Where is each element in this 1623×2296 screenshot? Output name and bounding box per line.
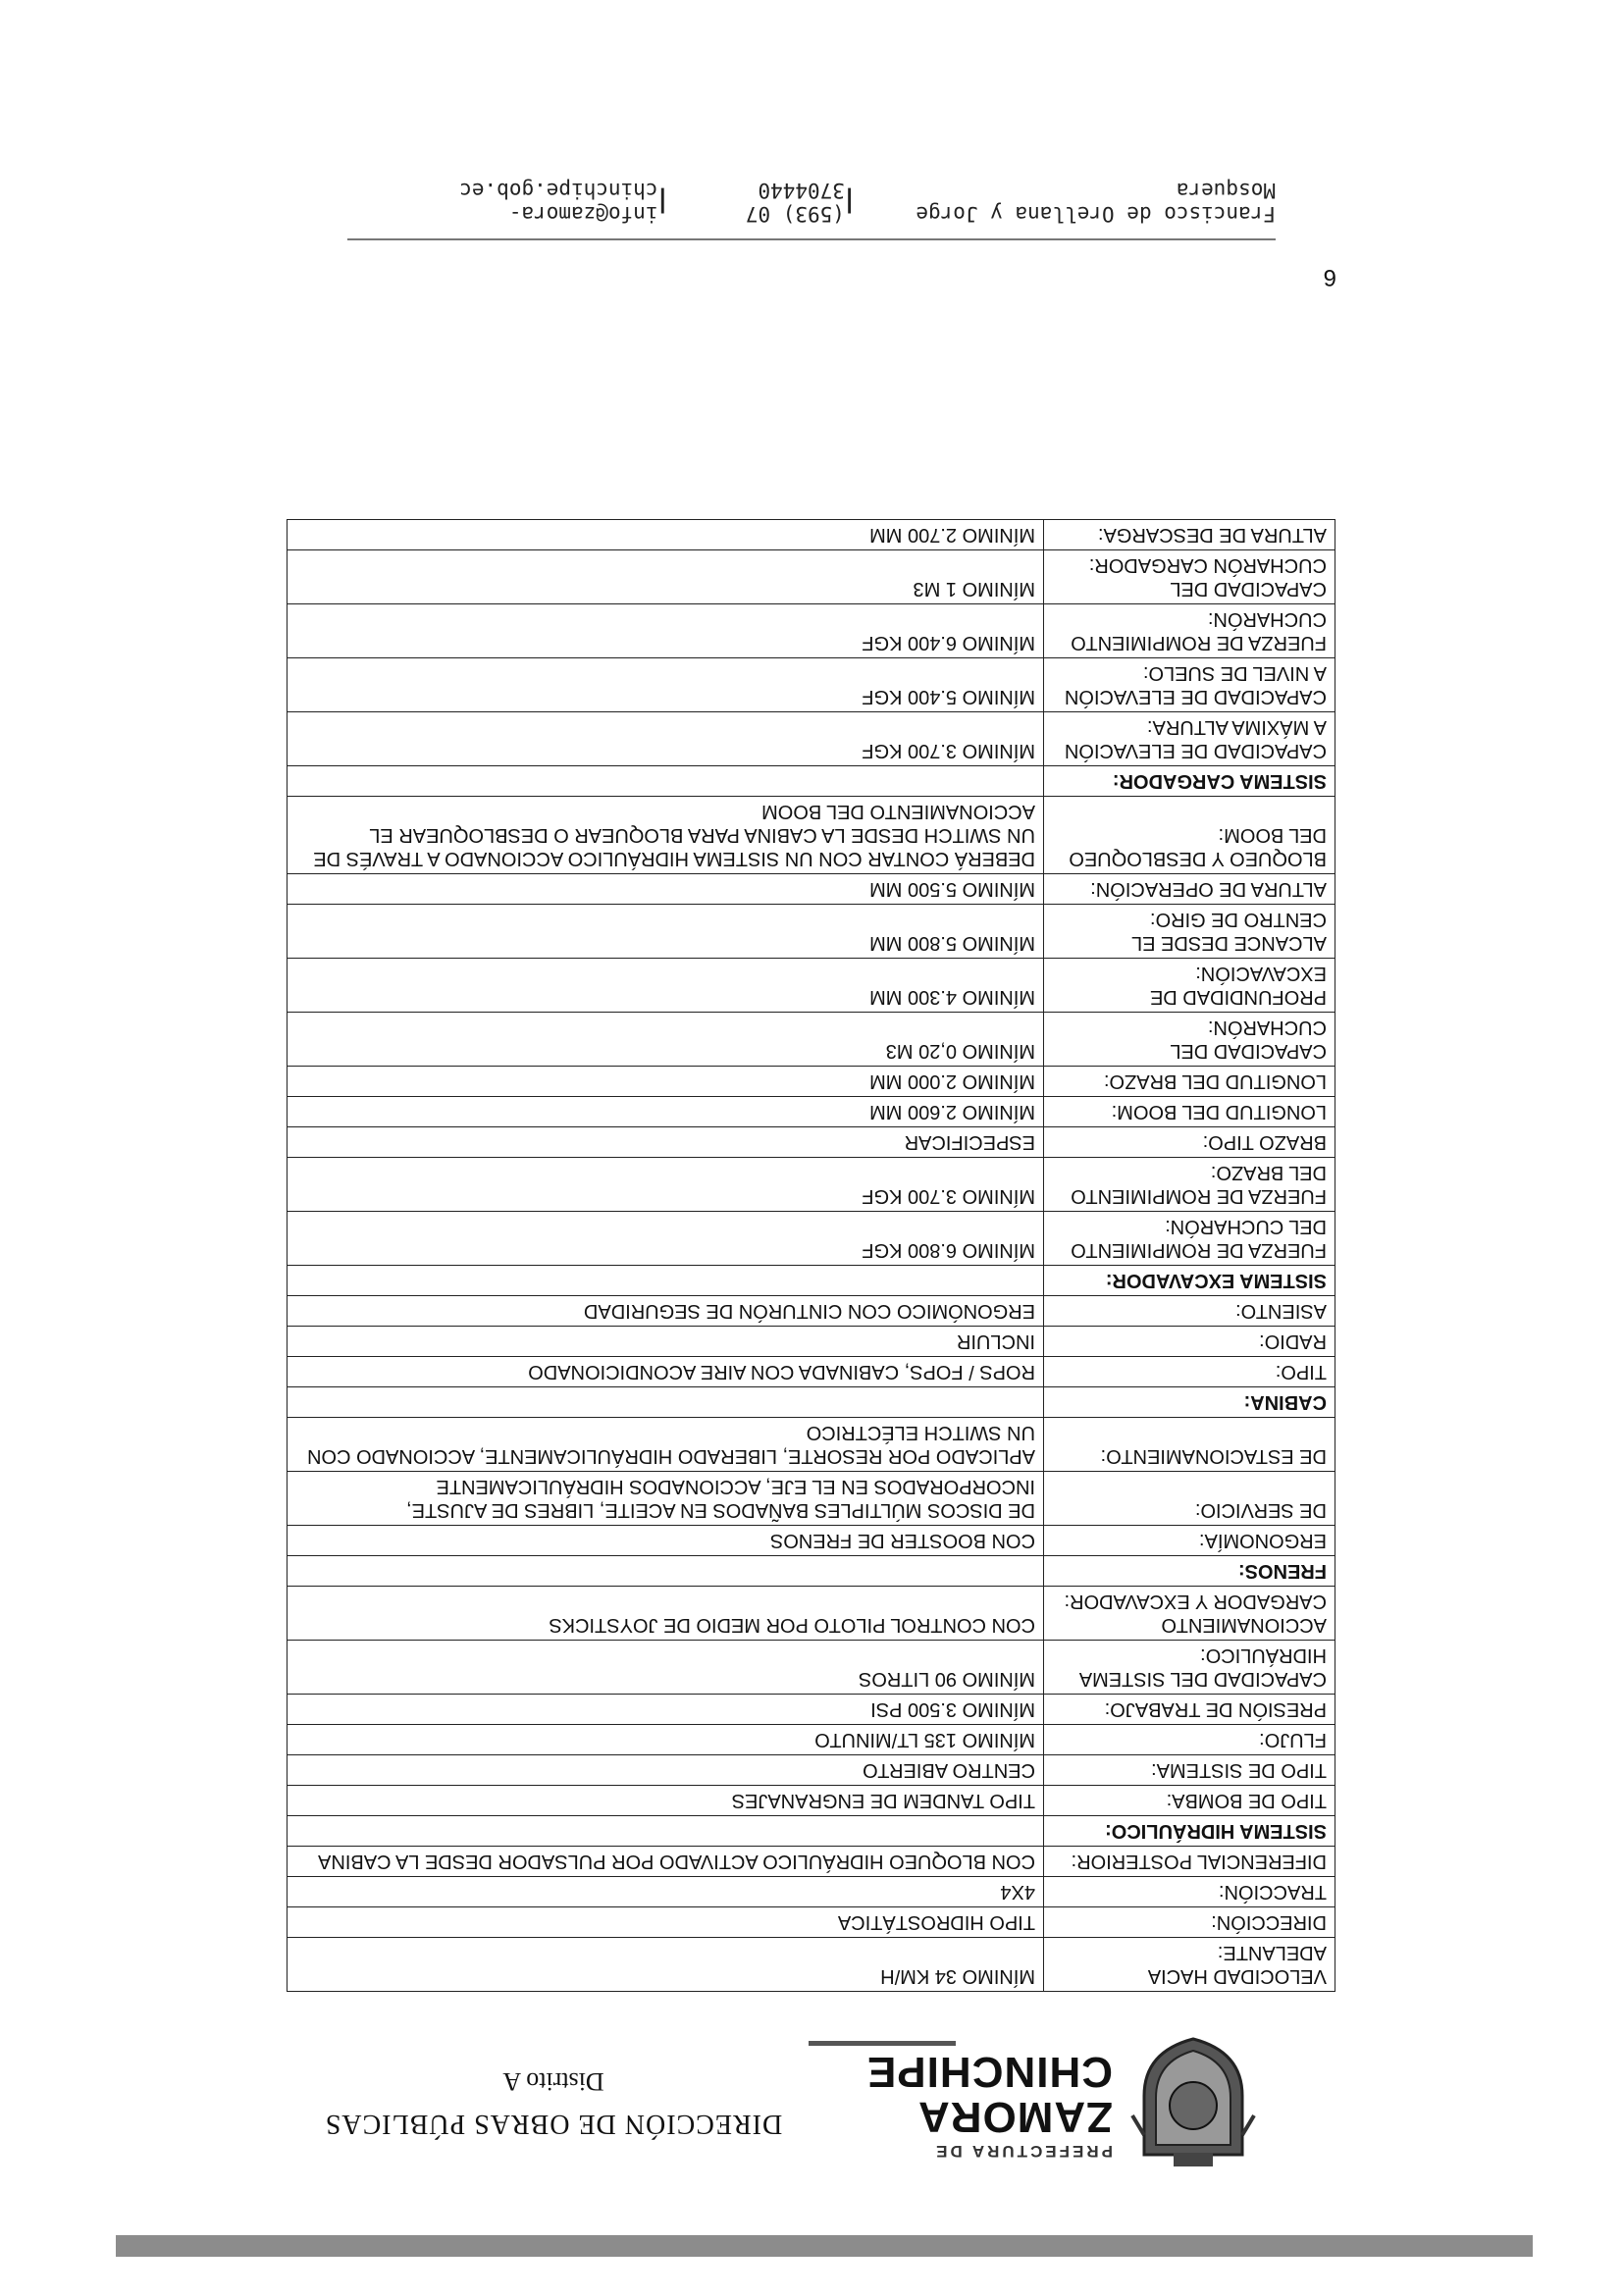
spec-value: MÍNIMO 2.600 MM [288, 1097, 1044, 1127]
spec-label: DIRECCIÓN: [1044, 1907, 1335, 1938]
spec-label: TIPO DE BOMBA: [1044, 1786, 1335, 1816]
spec-value: MÍNIMO 2.700 MM [288, 520, 1044, 550]
spec-label: CAPACIDAD DE ELEVACIÓN A MÁXIMA ALTURA: [1044, 712, 1335, 766]
spec-label: TIPO: [1044, 1357, 1335, 1387]
footer-separator: | [657, 187, 668, 217]
spec-label: CAPACIDAD DEL SISTEMA HIDRÁULICO: [1044, 1641, 1335, 1695]
spec-value: DE DISCOS MÚLTIPLES BAÑADOS EN ACEITE, LIBRES DE AJUSTE, INCORPORADOS EN EL EJE, ACCIONADOS HIDRÁULICAMENTE [288, 1472, 1044, 1526]
specifications-table [287, 519, 1335, 1992]
table-row [288, 1418, 1335, 1472]
logo-caption: PREFECTURA DE [933, 2142, 1113, 2161]
spec-value [288, 1266, 1044, 1296]
spec-value: CENTRO ABIERTO [288, 1755, 1044, 1786]
table-section-row [288, 766, 1335, 797]
spec-label: RADIO: [1044, 1327, 1335, 1357]
department-title: DIRECCIÓN DE OBRAS PÚBLICAS [324, 2109, 783, 2139]
spec-value: ESPECIFICAR [288, 1127, 1044, 1158]
spec-value: APLICADO POR RESORTE, LIBERADO HIDRÁULICAMENTE, ACCIONADO CON UN SWITCH ELÉCTRICO [288, 1418, 1044, 1472]
spec-label: PROFUNDIDAD DE EXCAVACIÓN: [1044, 959, 1335, 1013]
section-heading: SISTEMA CARGADOR: [1044, 766, 1335, 797]
spec-label: BRAZO TIPO: [1044, 1127, 1335, 1158]
table-row [288, 1786, 1335, 1816]
spec-label: DE ESTACIONAMIENTO: [1044, 1418, 1335, 1472]
spec-label: VELOCIDAD HACIA ADELANTE: [1044, 1938, 1335, 1992]
table-row [288, 1695, 1335, 1725]
footer-address: Francisco de Orellana y Jorge Mosquera [916, 179, 1276, 226]
spec-label: CAPACIDAD DEL CUCHARÓN: [1044, 1013, 1335, 1067]
footer-email: info@zamora-chinchipe.gob.ec [459, 179, 658, 226]
spec-value: TIPO TANDEM DE ENGRANAJES [288, 1786, 1044, 1816]
spec-label: LONGITUD DEL BOOM: [1044, 1097, 1335, 1127]
spec-value: MÍNIMO 1 M3 [288, 550, 1044, 604]
table-section-row [288, 1816, 1335, 1847]
spec-label: LONGITUD DEL BRAZO: [1044, 1067, 1335, 1097]
spec-value: MÍNIMO 4.300 MM [288, 959, 1044, 1013]
spec-value: CON BLOQUEO HIDRÁULICO ACTIVADO POR PULSADOR DESDE LA CABINA [288, 1847, 1044, 1877]
spec-value: TIPO HIDROSTÁTICA [288, 1907, 1044, 1938]
spec-label: BLOQUEO Y DESBLOQUEO DEL BOOM: [1044, 797, 1335, 874]
table-section-row [288, 1556, 1335, 1587]
spec-value: INCLUIR [288, 1327, 1044, 1357]
spec-value: MÍNIMO 0,20 M3 [288, 1013, 1044, 1067]
table-row [288, 797, 1335, 874]
table-row [288, 1641, 1335, 1695]
table-row [288, 1097, 1335, 1127]
spec-value: CON CONTROL PILOTO POR MEDIO DE JOYSTICKS [288, 1587, 1044, 1641]
table-row [288, 1938, 1335, 1992]
table-section-row [288, 1266, 1335, 1296]
table-row [288, 1877, 1335, 1907]
spec-label: CAPACIDAD DEL CUCHARÓN CARGADOR: [1044, 550, 1335, 604]
logo-line-2: CHINCHIPE [865, 2048, 1113, 2096]
footer-divider [347, 239, 1276, 241]
spec-value [288, 766, 1044, 797]
table-row [288, 1526, 1335, 1556]
table-row [288, 520, 1335, 550]
table-row [288, 712, 1335, 766]
table-row [288, 658, 1335, 712]
table-row [288, 959, 1335, 1013]
section-heading: FRENOS: [1044, 1556, 1335, 1587]
spec-value: ROPS / FOPS, CABINADA CON AIRE ACONDICIONADO [288, 1357, 1044, 1387]
logo-underline [809, 2041, 956, 2046]
section-heading: SISTEMA HIDRÁULICO: [1044, 1816, 1335, 1847]
spec-label: ASIENTO: [1044, 1296, 1335, 1327]
spec-value: MÍNIMO 5.500 MM [288, 874, 1044, 905]
spec-value [288, 1816, 1044, 1847]
table-row [288, 1013, 1335, 1067]
spec-value: MÍNIMO 2.000 MM [288, 1067, 1044, 1097]
spec-value: MÍNIMO 5.400 KGF [288, 658, 1044, 712]
spec-value [288, 1387, 1044, 1418]
spec-label: ALCANCE DESDE EL CENTRO DE GIRO: [1044, 905, 1335, 959]
footer-phone: (593) 07 3704440 [745, 179, 845, 226]
table-section-row [288, 1387, 1335, 1418]
spec-label: FLUJO: [1044, 1725, 1335, 1755]
table-row [288, 550, 1335, 604]
table-row [288, 1725, 1335, 1755]
table-row [288, 1907, 1335, 1938]
spec-value: MÍNIMO 90 LITROS [288, 1641, 1044, 1695]
table-row [288, 604, 1335, 658]
table-row [288, 1357, 1335, 1387]
spec-label: ACCIONAMIENTO CARGADOR Y EXCAVADOR: [1044, 1587, 1335, 1641]
table-row [288, 1472, 1335, 1526]
spec-label: DIFERENCIAL POSTERIOR: [1044, 1847, 1335, 1877]
spec-label: TRACCIÓN: [1044, 1877, 1335, 1907]
spec-value [288, 1556, 1044, 1587]
spec-label: CAPACIDAD DE ELEVACIÓN A NIVEL DE SUELO: [1044, 658, 1335, 712]
spec-label: ERGONOMÍA: [1044, 1526, 1335, 1556]
table-row [288, 1327, 1335, 1357]
footer-separator: | [844, 187, 855, 217]
spec-value: ERGONÓMICO CON CINTURÓN DE SEGURIDAD [288, 1296, 1044, 1327]
spec-value: MÍNIMO 3.500 PSI [288, 1695, 1044, 1725]
prefecture-logo [848, 2031, 1270, 2178]
logo-line-1: ZAMORA [916, 2093, 1113, 2141]
specifications-table-body [288, 520, 1335, 1992]
scan-top-bar [116, 2235, 1533, 2257]
spec-value: MÍNIMO 3.700 KGF [288, 1158, 1044, 1212]
section-heading: CABINA: [1044, 1387, 1335, 1418]
spec-label: PRESIÓN DE TRABAJO: [1044, 1695, 1335, 1725]
spec-label: TIPO DE SISTEMA: [1044, 1755, 1335, 1786]
spec-label: FUERZA DE ROMPIMIENTO DEL BRAZO: [1044, 1158, 1335, 1212]
spec-value: MÍNIMO 3.700 KGF [288, 712, 1044, 766]
table-row [288, 874, 1335, 905]
section-heading: SISTEMA EXCAVADOR: [1044, 1266, 1335, 1296]
spec-label: DE SERVICIO: [1044, 1472, 1335, 1526]
table-row [288, 1067, 1335, 1097]
spec-value: DEBERÁ CONTAR CON UN SISTEMA HIDRÁULICO ACCIONADO A TRAVÉS DE UN SWITCH DESDE LA CABINA PARA BLOQUEAR O DESBLOQUEAR EL ACCIONAMIENTO DEL BOOM [288, 797, 1044, 874]
spec-value: MÍNIMO 5.800 MM [288, 905, 1044, 959]
table-row [288, 1587, 1335, 1641]
table-row [288, 905, 1335, 959]
table-row [288, 1212, 1335, 1266]
spec-label: FUERZA DE ROMPIMIENTO CUCHARÓN: [1044, 604, 1335, 658]
coat-of-arms-icon [1125, 2035, 1262, 2174]
footer [347, 179, 1276, 226]
spec-value: MÍNIMO 6.800 KGF [288, 1212, 1044, 1266]
table-row [288, 1847, 1335, 1877]
spec-value: MÍNIMO 34 KM/H [288, 1938, 1044, 1992]
spec-label: ALTURA DE DESCARGA: [1044, 520, 1335, 550]
table-row [288, 1158, 1335, 1212]
spec-value: CON BOOSTER DE FRENOS [288, 1526, 1044, 1556]
department-subtitle: Distrito A [502, 2067, 604, 2096]
letterhead [288, 2011, 1270, 2178]
spec-value: MÍNIMO 135 LT/MINUTO [288, 1725, 1044, 1755]
spec-label: ALTURA DE OPERACIÓN: [1044, 874, 1335, 905]
page-number: 6 [1323, 264, 1336, 290]
table-row [288, 1755, 1335, 1786]
table-row [288, 1296, 1335, 1327]
spec-value: 4X4 [288, 1877, 1044, 1907]
table-row [288, 1127, 1335, 1158]
spec-label: FUERZA DE ROMPIMIENTO DEL CUCHARÓN: [1044, 1212, 1335, 1266]
spec-value: MÍNIMO 6.400 KGF [288, 604, 1044, 658]
